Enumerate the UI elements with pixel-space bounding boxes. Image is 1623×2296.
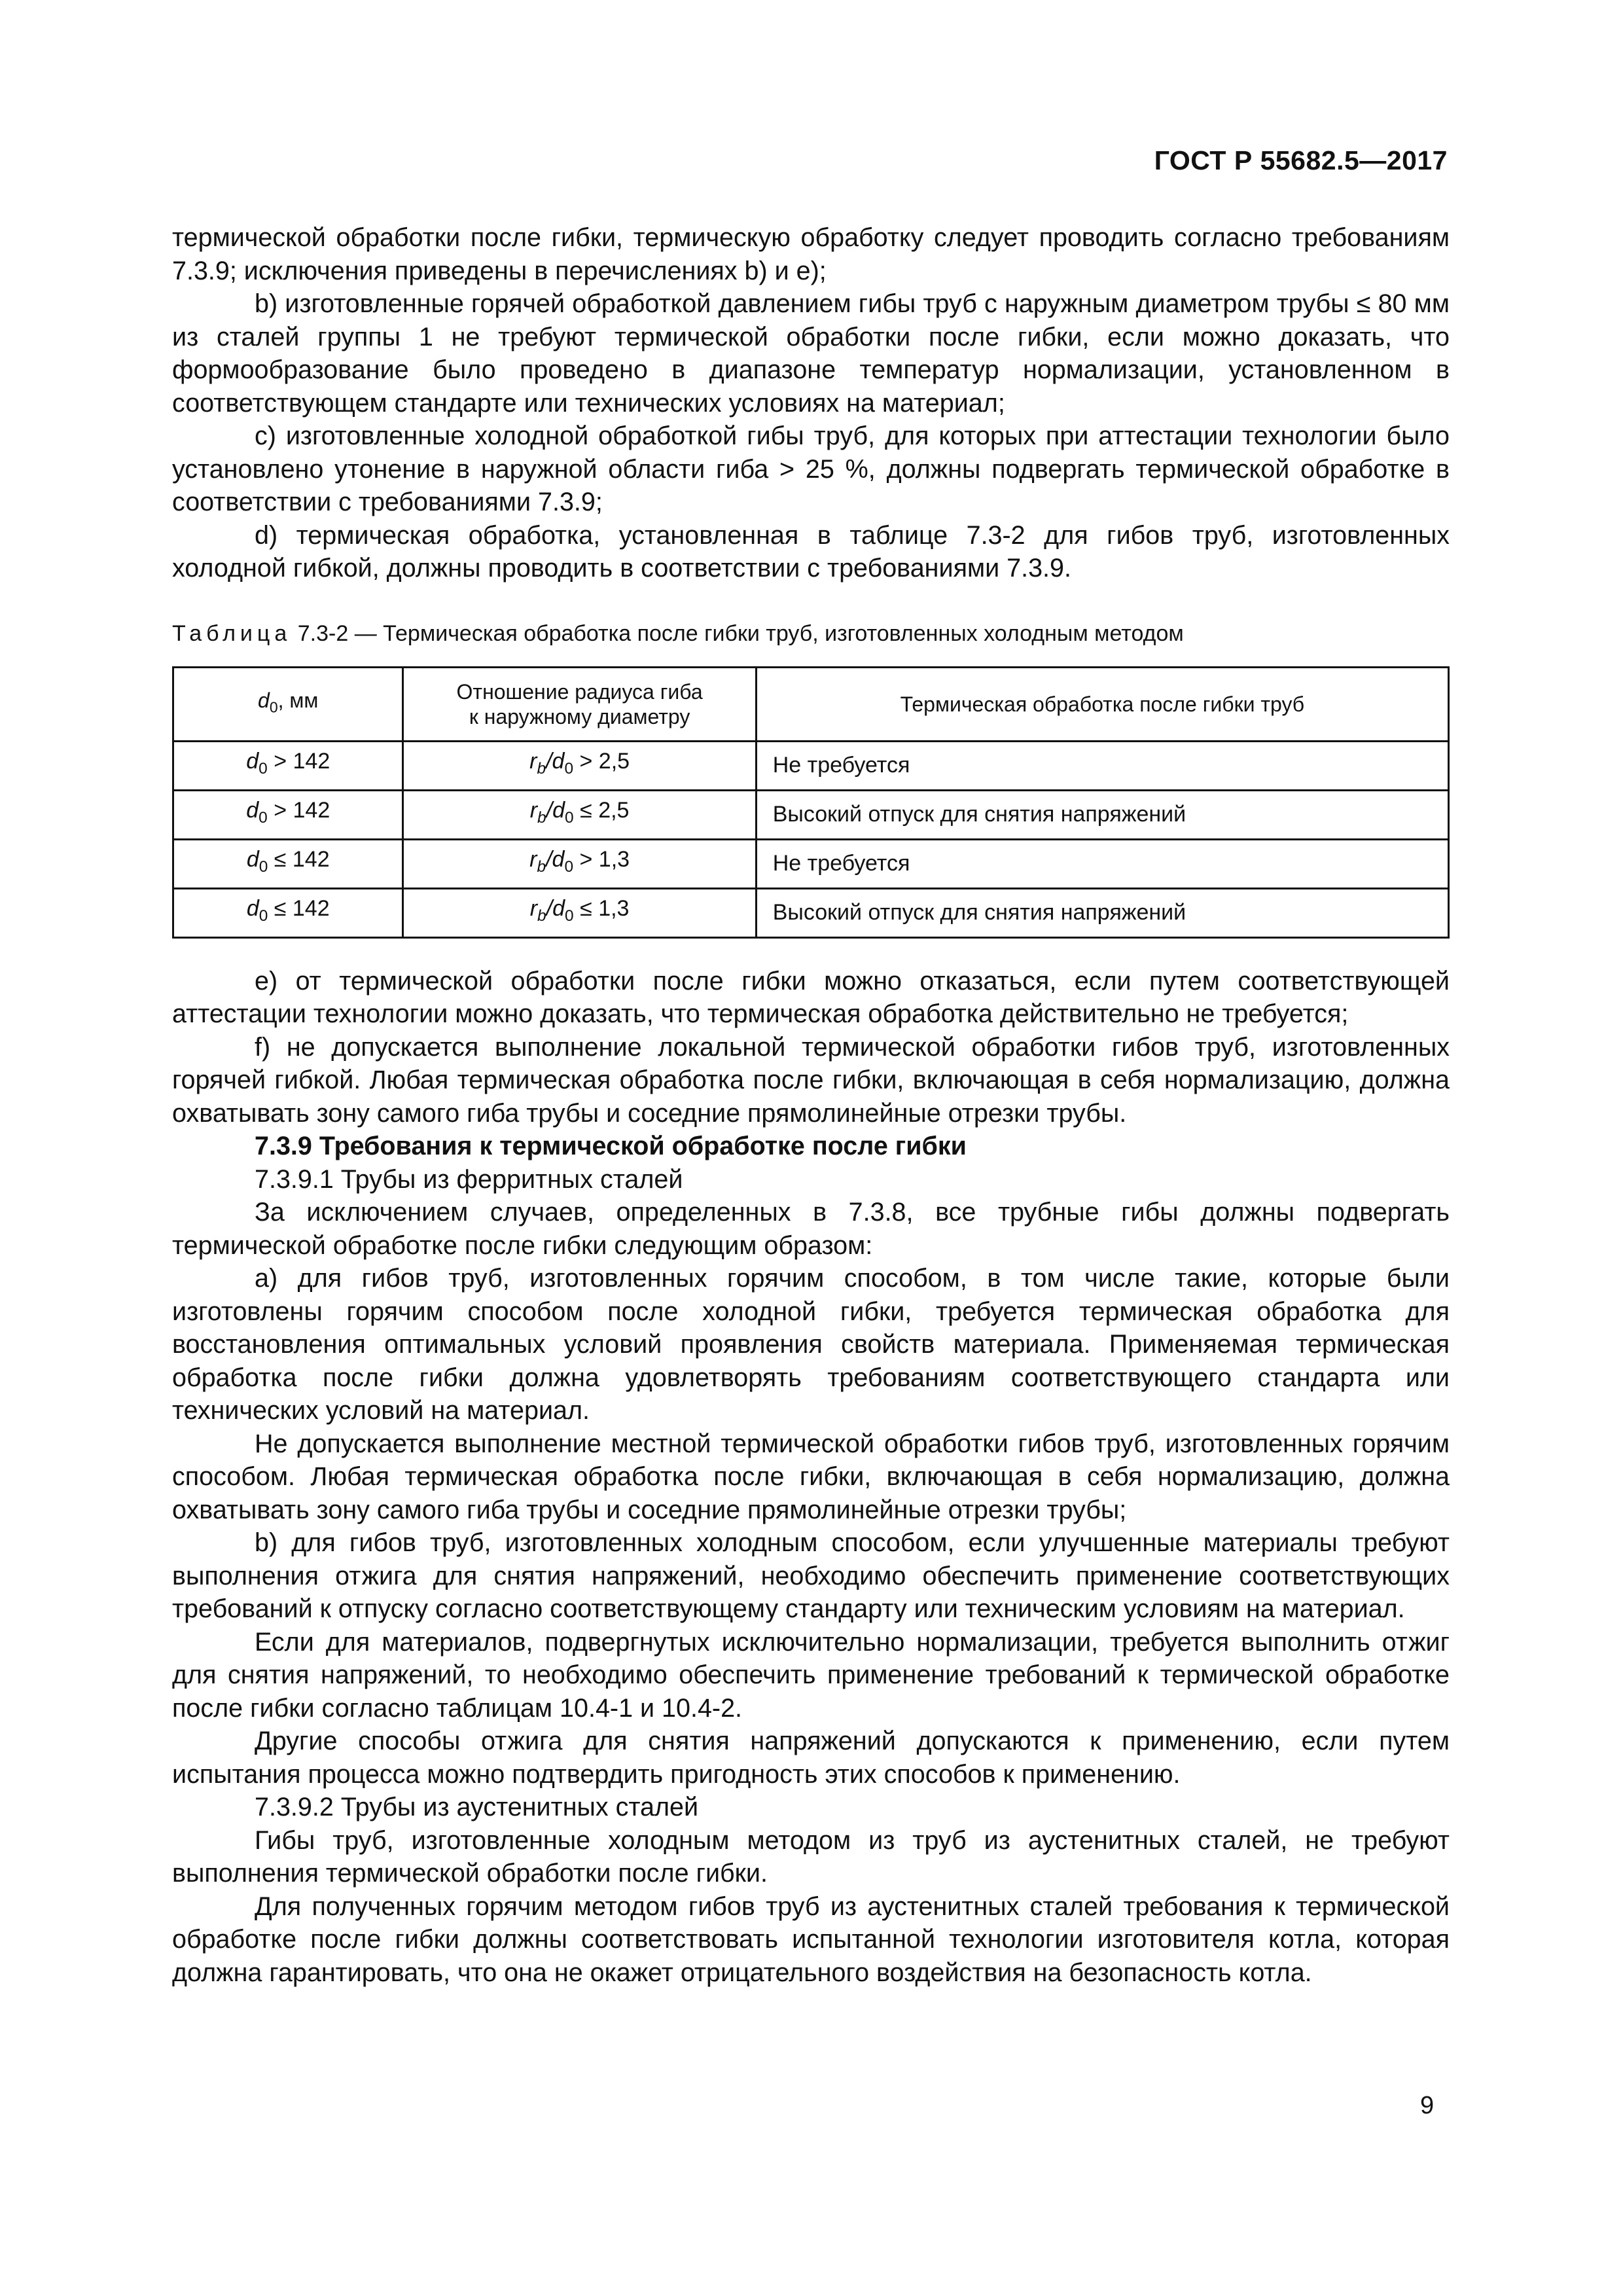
table-row [173, 888, 1449, 937]
list-item-e: е) от термической обработки после гибки можно отказаться, если путем соответствующей аттестации технологии можно доказать, что термическая обработка действительно не требуется; [172, 966, 1450, 1028]
cell-d0: $d_0 \le 142$ [173, 888, 403, 937]
table-row [173, 741, 1449, 790]
cell-ratio: $r_b/d_0 > 2,5$ [403, 741, 756, 790]
paragraph: Для полученных горячим методом гибов труб из аустенитных сталей требования к термической обработке после гибки должны соответствовать испытанной технологии изготовителя котла, которая должна гарантировать, что она не окажет отрицательного воздействия на безопасность котла. [172, 1892, 1450, 1987]
cell-treatment: Не требуется [756, 839, 1448, 888]
cell-d0: $d_0 > 142$ [173, 790, 403, 839]
table-caption [172, 619, 1450, 648]
paragraph-continuation: термической обработки после гибки, термическую обработку следует проводить согласно требованиям 7.3.9; исключения приведены в перечислениях b) и е); [172, 223, 1450, 285]
cell-ratio: $r_b/d_0 > 1,3$ [403, 839, 756, 888]
table-caption-text: 7.3-2 — Термическая обработка после гибки труб, изготовленных холодным методом [291, 620, 1184, 646]
cell-d0: $d_0 > 142$ [173, 741, 403, 790]
cell-d0: $d_0 \le 142$ [173, 839, 403, 888]
page-number: 9 [1420, 2092, 1435, 2119]
list-item-c: с) изготовленные холодной обработкой гибы труб, для которых при аттестации технологии было установлено утонение в наружной области гиба > 25 %, должны подвергать термической обработке в соответствии с требованиями 7.3.9; [172, 422, 1450, 516]
document-code-header: ГОСТ Р 55682.5—2017 [1154, 145, 1448, 175]
cell-ratio: $r_b/d_0 \le 2,5$ [403, 790, 756, 839]
paragraph: За исключением случаев, определенных в 7.3.8, все трубные гибы должны подвергать термической обработке после гибки следующим образом: [172, 1198, 1450, 1260]
page-content [172, 221, 1450, 1989]
heat-treatment-table [172, 666, 1450, 939]
header-radius-ratio: Отношение радиуса гиба к наружному диаметру [403, 667, 756, 741]
paragraph: Гибы труб, изготовленные холодным методом из труб из аустенитных сталей, не требуют выполнения термической обработки после гибки. [172, 1825, 1450, 1888]
list-item-d: d) термическая обработка, установленная в таблице 7.3-2 для гибов труб, изготовленных холодной гибкой, должны проводить в соответствии с требованиями 7.3.9. [172, 520, 1450, 583]
cell-treatment: Не требуется [756, 741, 1448, 790]
cell-ratio: $r_b/d_0 \le 1,3$ [403, 888, 756, 937]
list-item-b: b) изготовленные горячей обработкой давлением гибы труб с наружным диаметром трубы ≤ 80 мм из сталей группы 1 не требуют термической обработки после гибки, если можно доказать, что формообразование было проведено в диапазоне температур нормализации, установленном в соответствующем стандарте или технических условиях на материал; [172, 289, 1450, 418]
paragraph: Другие способы отжига для снятия напряжений допускаются к применению, если путем испытания процесса можно подтвердить пригодность этих способов к применению. [172, 1727, 1450, 1789]
list-item-f: f) не допускается выполнение локальной термической обработки гибов труб, изготовленных горячей гибкой. Любая термическая обработка после гибки, включающая в себя нормализацию, должна охватывать зону самого гиба трубы и соседние прямолинейные отрезки трубы. [172, 1032, 1450, 1128]
subsection-heading-7-3-9-2: 7.3.9.2 Трубы из аустенитных сталей [255, 1793, 699, 1821]
table-caption-label: Таблица [172, 620, 292, 646]
header-d0: $d_0$, мм [173, 667, 403, 741]
header-heat-treatment: Термическая обработка после гибки труб [756, 667, 1448, 741]
paragraph: Если для материалов, подвергнутых исключительно нормализации, требуется выполнить отжиг для снятия напряжений, то необходимо обеспечить применение требований к термической обработке после гибки согласно таблицам 10.4-1 и 10.4-2. [172, 1627, 1450, 1723]
subsection-heading-7-3-9-1: 7.3.9.1 Трубы из ферритных сталей [255, 1164, 683, 1194]
table-row [173, 790, 1449, 839]
table-header-row [173, 667, 1449, 741]
cell-treatment: Высокий отпуск для снятия напряжений [756, 790, 1448, 839]
cell-treatment: Высокий отпуск для снятия напряжений [756, 888, 1448, 937]
section-heading-7-3-9: 7.3.9 Требования к термической обработке после гибки [255, 1132, 967, 1160]
list-item-b-cold: b) для гибов труб, изготовленных холодным способом, если улучшенные материалы требуют выполнения отжига для снятия напряжений, необходимо обеспечить применение соответствующих требований к отпуску согласно соответствующему стандарту или техническим условиям на материал. [172, 1528, 1450, 1623]
paragraph: Не допускается выполнение местной термической обработки гибов труб, изготовленных горячим способом. Любая термическая обработка после гибки, включающая в себя нормализацию, должна охватывать зону самого гиба трубы и соседние прямолинейные отрезки трубы; [172, 1429, 1450, 1524]
list-item-a: а) для гибов труб, изготовленных горячим способом, в том числе такие, которые были изготовлены горячим способом после холодной гибки, требуется термическая обработка для восстановления оптимальных условий проявления свойств материала. Применяемая термическая обработка после гибки должна удовлетворять требованиям соответствующего стандарта или технических условий на материал. [172, 1264, 1450, 1425]
table-row [173, 839, 1449, 888]
